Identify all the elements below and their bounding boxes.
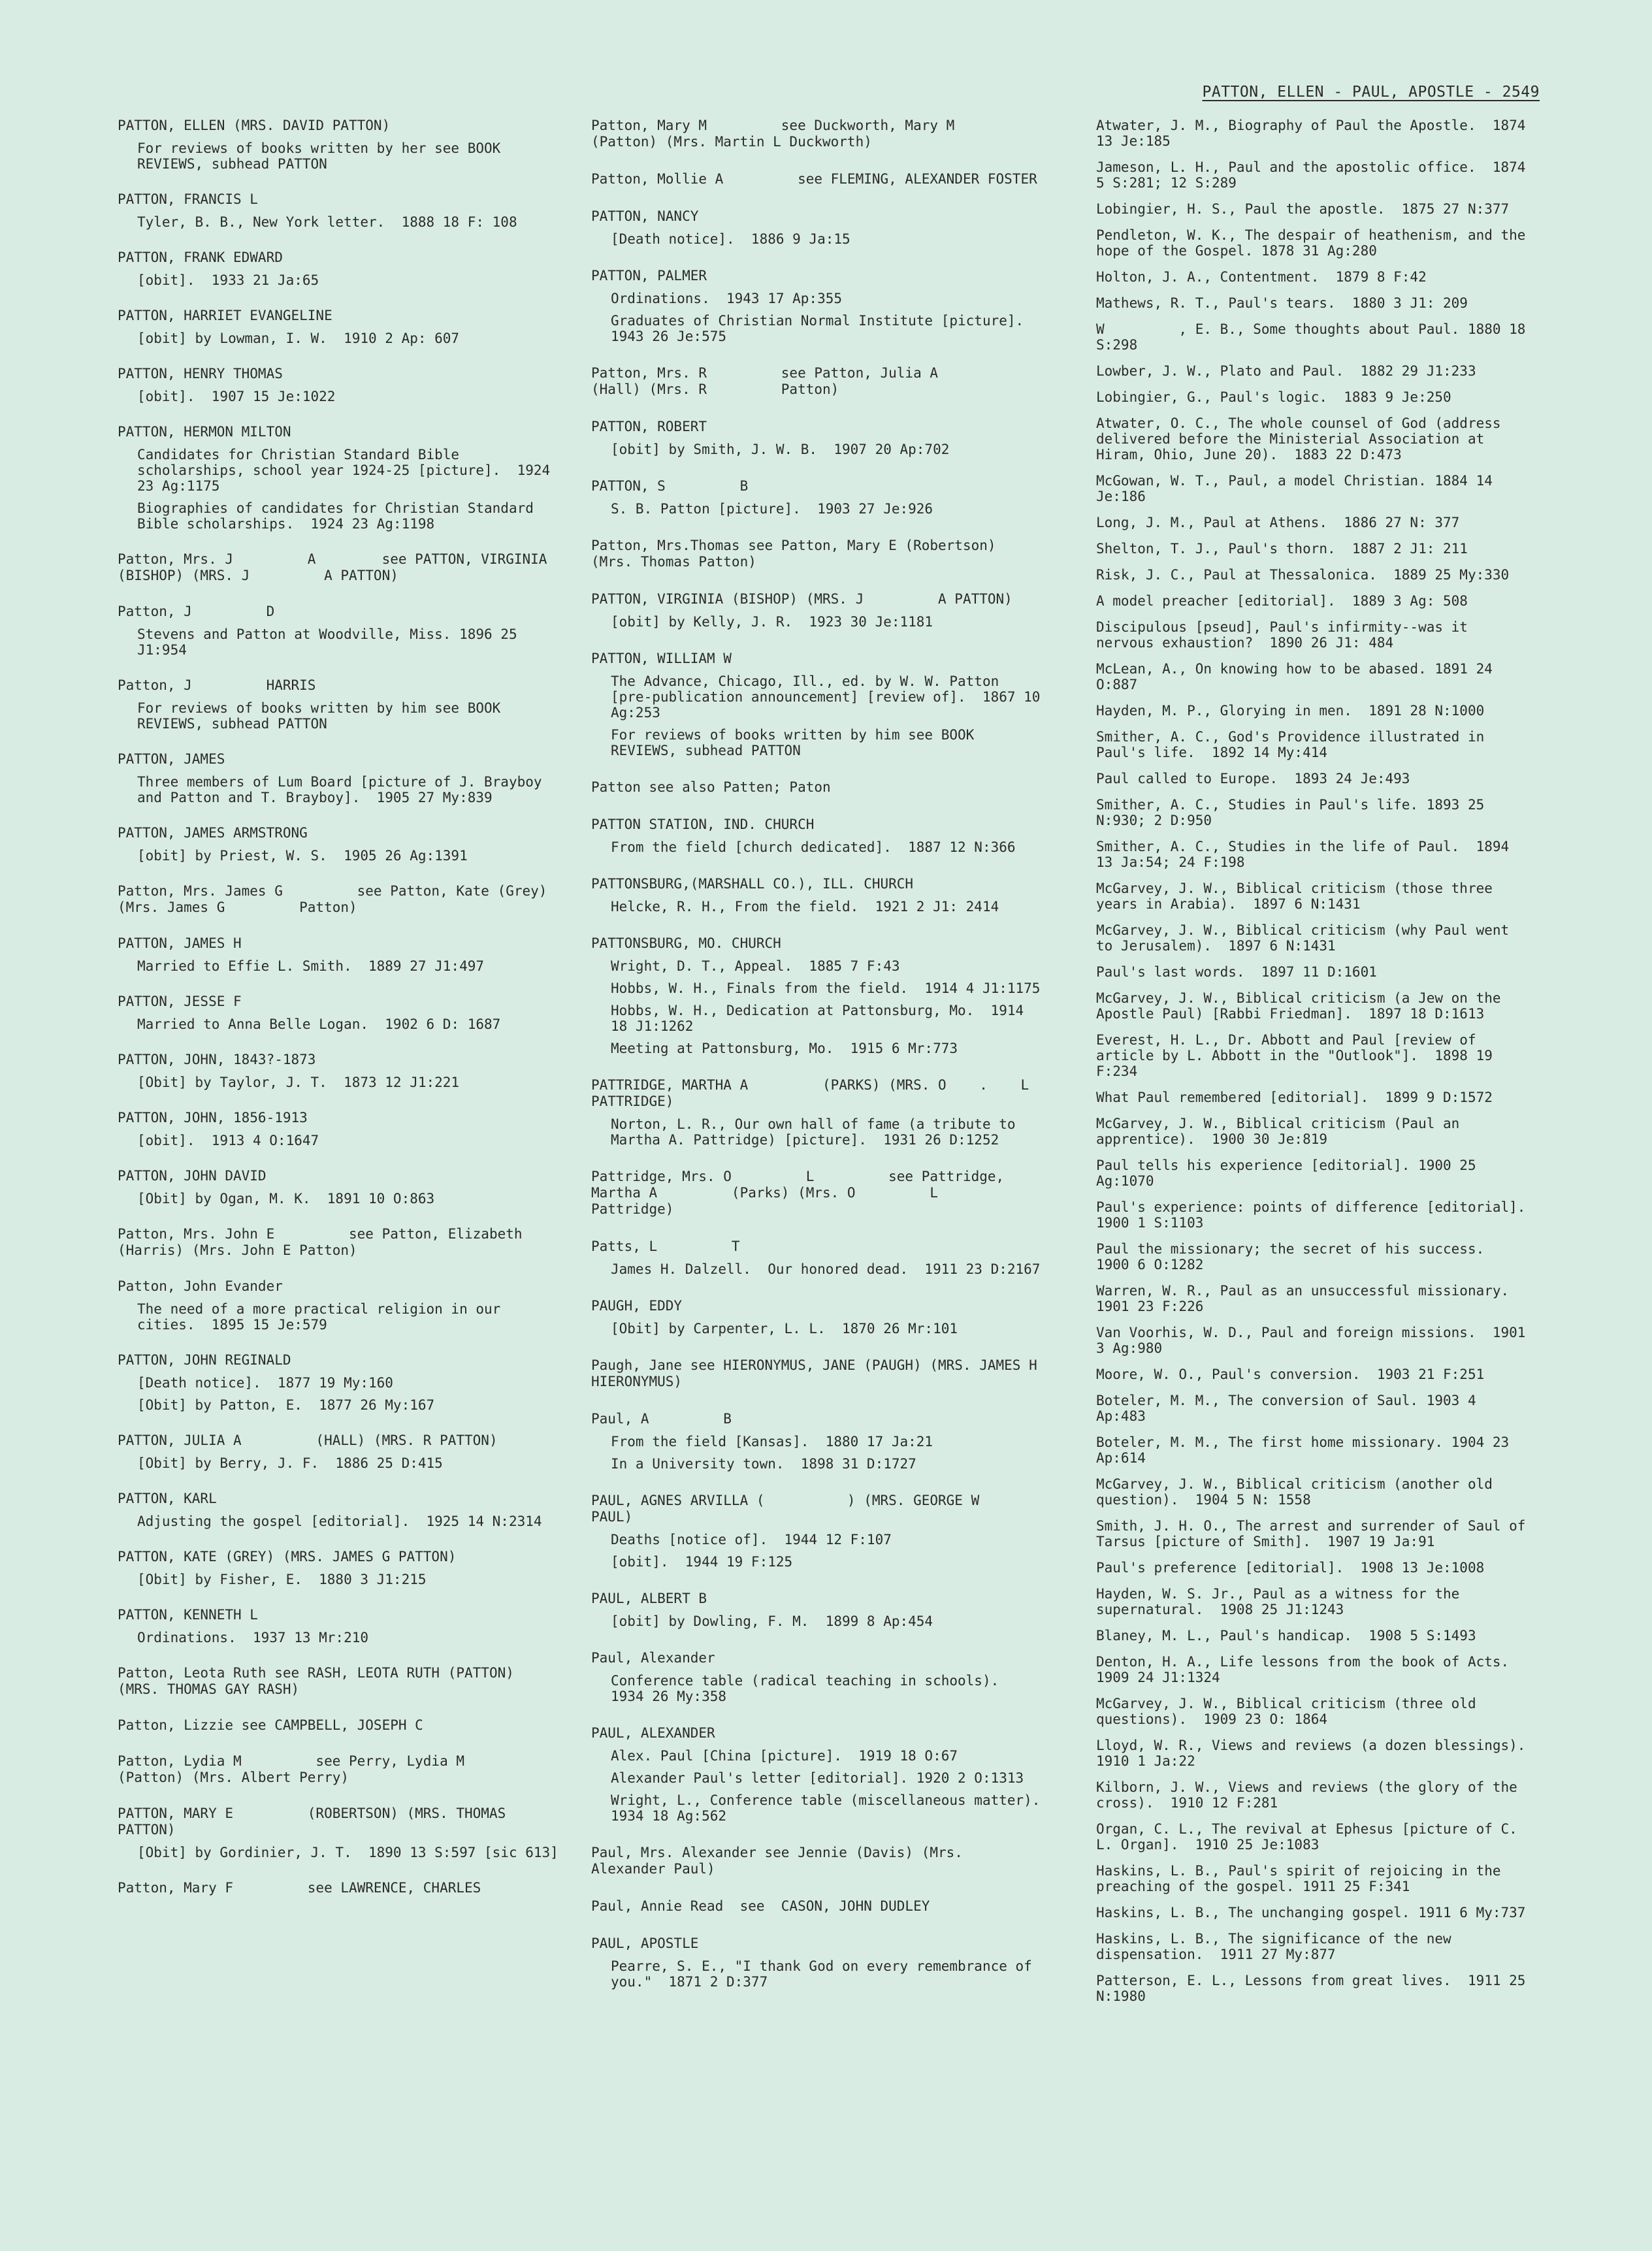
entry-heading: PATTON, MARY E (ROBERTSON) (MRS. THOMAS PATTON) [118,1806,514,1838]
entry-citation: Paul tells his experience [editorial]. 1900 25 Ag:1070 [1096,1158,1485,1189]
entry-citation: Three members of Lum Board [picture of J. Brayboy and Patton and T. Brayboy]. 1905 27 My:839 [137,774,551,805]
index-entry [585,651,1049,758]
index-entry [111,825,562,864]
entry-heading: Patton, Mrs. R see Patton, Julia A (Hall) (Mrs. R Patton) [591,365,1012,397]
entry-citation: Married to Anna Belle Logan. 1902 6 D: 1687 [137,1016,501,1032]
entry-heading: PATTON, JAMES [118,751,225,767]
entry-citation: Tyler, B. B., New York letter. 1888 18 F: 108 [137,214,517,230]
entry-citation: Meeting at Pattonsburg, Mo. 1915 6 Mr:773 [611,1041,958,1056]
index-entry [111,935,562,974]
index-entry [111,751,562,805]
entry-citation: [obit]. 1944 19 F:125 [611,1554,793,1570]
entry-citation: McGarvey, J. W., Biblical criticism (those three years in Arabia). 1897 6 N:1431 [1096,881,1501,912]
column-2 [585,118,1112,2011]
entry-citation: Hobbs, W. H., Dedication at Pattonsburg, Mo. 1914 18 J1:1262 [611,1003,1032,1034]
entry-citation: [obit]. 1933 21 Ja:65 [137,272,319,288]
entry-heading: PATTON, JULIA A (HALL) (MRS. R PATTON) [118,1433,498,1448]
index-entry [111,1607,562,1645]
index-entry [111,1278,562,1333]
index-entry [111,1717,562,1734]
entry-citation: McGarvey, J. W., Biblical criticism (three old questions). 1909 23 O: 1864 [1096,1696,1485,1727]
entry-citation: Van Voorhis, W. D., Paul and foreign missions. 1901 3 Ag:980 [1096,1325,1534,1356]
index-entry [111,118,562,172]
index-entry [111,1110,562,1148]
index-entry [585,1935,1042,1990]
entry-citation: Smith, J. H. O., The arrest and surrender of Saul of Tarsus [picture of Smith]. 1907 19 Ja:91 [1096,1518,1534,1549]
index-entry [111,1052,562,1090]
entry-heading: PAUL, ALBERT B [591,1591,707,1606]
index-entry [585,876,1042,915]
entry-citation: [Obit] by Taylor, J. T. 1873 12 J1:221 [137,1075,460,1090]
index-entry [585,1493,1054,1570]
entry-citation: From the field [church dedicated]. 1887 12 N:366 [611,839,1016,855]
entry-heading: Patton, Mrs.Thomas see Patton, Mary E (Robertson) (Mrs. Thomas Patton) [591,538,1005,570]
entry-citation: Blaney, M. L., Paul's handicap. 1908 5 S:1493 [1096,1628,1476,1644]
entry-citation: Stevens and Patton at Woodville, Miss. 1896 25 J1:954 [137,626,526,658]
entry-heading: PATTON, JESSE F [118,994,242,1009]
index-entry [585,779,1042,796]
column-3 [1077,118,1542,2015]
entry-heading: PATTON, JOHN REGINALD [118,1352,291,1368]
entry-citation: Moore, W. O., Paul's conversion. 1903 21 F:251 [1096,1367,1485,1382]
entry-heading: PATTON, JAMES H [118,935,242,951]
entry-citation: [obit] by Kelly, J. R. 1923 30 Je:1181 [611,614,933,630]
index-entry [111,1806,562,1860]
entry-citation: Hobbs, W. H., Finals from the field. 1914 4 J1:1175 [611,980,1041,996]
entry-citation: Hayden, W. S. Jr., Paul as a witness for the supernatural. 1908 25 J1:1243 [1096,1586,1468,1617]
entry-citation: For reviews of books written by him see BOOK REVIEWS, subhead PATTON [137,700,509,732]
index-entry [111,1549,562,1587]
entry-heading: PATTONSBURG, MO. CHURCH [591,935,781,951]
entry-citation: Ordinations. 1937 13 Mr:210 [137,1630,369,1645]
entry-heading: Patton, Mollie A see FLEMING, ALEXANDER FOSTER [591,171,1037,187]
entry-citation: For reviews of books written by her see BOOK REVIEWS, subhead PATTON [137,140,509,172]
entry-heading: PATTON, VIRGINIA (BISHOP) (MRS. J A PATTON) [591,591,1012,607]
entry-citation: Mathews, R. T., Paul's tears. 1880 3 J1: 209 [1096,295,1468,311]
entry-heading: Patton, Mrs. John E see Patton, Elizabeth (Harris) (Mrs. John E Patton) [118,1226,531,1258]
entry-citation: Ordinations. 1943 17 Ap:355 [611,291,843,306]
entry-heading: Paul, A B [591,1411,732,1427]
entry-citation: Paul's last words. 1897 11 D:1601 [1096,964,1377,980]
entry-citation: Paul's preference [editorial]. 1908 13 Je:1008 [1096,1560,1485,1576]
entry-citation: Atwater, J. M., Biography of Paul the Apostle. 1874 13 Je:185 [1096,118,1534,149]
index-entry [585,419,1042,457]
entry-heading: Patton, Lydia M see Perry, Lydia M (Patton) (Mrs. Albert Perry) [118,1753,539,1785]
index-entry [111,1433,562,1471]
index-entry [585,1411,1042,1472]
entry-citation: Candidates for Christian Standard Bible scholarships, school year 1924-25 [picture]. 1924 23 Ag:1175 [137,447,559,494]
entry-citation: Adjusting the gospel [editorial]. 1925 14 N:2314 [137,1514,542,1529]
entry-citation: [Obit] by Ogan, M. K. 1891 10 O:863 [137,1191,435,1206]
entry-citation: Warren, W. R., Paul as an unsuccessful missionary. 1901 23 F:226 [1096,1283,1526,1314]
entry-heading: PATTON, PALMER [591,268,707,283]
index-entry [585,1845,1042,1877]
index-entry [111,191,562,230]
entry-heading: PATTON, FRANCIS L [118,191,258,207]
entry-heading: PATTON, ELLEN (MRS. DAVID PATTON) [118,118,391,133]
entry-heading: Paugh, Jane see HIERONYMUS, JANE (PAUGH) (MRS. JAMES H HIERONYMUS) [591,1357,1112,1389]
entry-citation: Deaths [notice of]. 1944 12 F:107 [611,1532,892,1547]
index-entry [111,250,562,288]
entry-heading: PATTRIDGE, MARTHA A (PARKS) (MRS. O . L PATTRIDGE) [591,1077,1103,1109]
entry-citation: [obit]. 1913 4 O:1647 [137,1133,319,1148]
index-entry [111,1880,562,1896]
index-entry [585,171,1042,187]
entry-heading: Patton see also Patten; Paton [591,779,831,795]
column-1 [111,118,562,1916]
index-entry [585,268,1042,344]
entry-heading: Patton, Mary M see Duckworth, Mary M (Patton) (Mrs. Martin L Duckworth) [591,118,1029,150]
entry-citation: McGarvey, J. W., Biblical criticism (why Paul went to Jerusalem). 1897 6 N:1431 [1096,922,1517,954]
entry-citation: Patterson, E. L., Lessons from great lives. 1911 25 N:1980 [1096,1973,1534,2004]
entry-citation: Paul's experience: points of difference [editorial]. 1900 1 S:1103 [1096,1199,1542,1231]
entry-heading: PAUL, AGNES ARVILLA ( ) (MRS. GEORGE W PAUL) [591,1493,1054,1525]
entry-heading: PATTON, KATE (GREY) (MRS. JAMES G PATTON) [118,1549,457,1564]
entry-citation: McGarvey, J. W., Biblical criticism (Paul an apprentice). 1900 30 Je:819 [1096,1116,1468,1147]
entry-citation: Lloyd, W. R., Views and reviews (a dozen blessings). 1910 1 Ja:22 [1096,1738,1542,1769]
index-entry [111,551,562,584]
entry-heading: PATTON, S B [591,478,749,494]
entry-citation: Long, J. M., Paul at Athens. 1886 27 N: 377 [1096,515,1460,530]
entry-citation: Kilborn, J. W., Views and reviews (the glory of the cross). 1910 12 F:281 [1096,1779,1526,1811]
entry-citation: [obit]. 1907 15 Je:1022 [137,389,336,404]
entry-citation: [Obit] by Carpenter, L. L. 1870 26 Mr:101 [611,1321,958,1336]
entry-heading: PATTON, HARRIET EVANGELINE [118,308,332,323]
entry-citation: Jameson, L. H., Paul and the apostolic office. 1874 5 S:281; 12 S:289 [1096,159,1534,191]
entry-heading: PATTON, NANCY [591,208,699,224]
entry-heading: PATTON, FRANK EDWARD [118,250,283,265]
entry-citation: Lobingier, G., Paul's logic. 1883 9 Je:250 [1096,389,1451,405]
entry-heading: PATTON, JOHN, 1843?-1873 [118,1052,316,1067]
index-entry [585,478,1042,517]
entry-citation: A model preacher [editorial]. 1889 3 Ag: 508 [1096,593,1468,609]
index-entry [585,1591,1042,1629]
entry-heading: PATTON STATION, IND. CHURCH [591,817,815,832]
entry-citation: The Advance, Chicago, Ill., ed. by W. W. Patton [pre-publication announcement] [review of]. 1867 10 Ag:253 [611,673,1049,721]
entry-heading: PAUL, ALEXANDER [591,1725,715,1741]
entry-citation: Lowber, J. W., Plato and Paul. 1882 29 J1:233 [1096,363,1476,379]
entry-heading: PATTON, KENNETH L [118,1607,258,1623]
entry-citation: [Obit] by Gordinier, J. T. 1890 13 S:597 [sic 613] [137,1845,559,1860]
index-entry [111,1665,562,1698]
entry-citation: Holton, J. A., Contentment. 1879 8 F:42 [1096,269,1427,285]
entry-citation: Smither, A. C., God's Providence illustrated in Paul's life. 1892 14 My:414 [1096,729,1493,760]
entry-heading: Pattridge, Mrs. O L see Pattridge, Martha A (Parks) (Mrs. O L Pattridge) [591,1169,1012,1217]
entry-heading: PATTON, ROBERT [591,419,707,434]
entry-heading: Patton, J HARRIS [118,677,316,693]
entry-citation: Boteler, M. M., The conversion of Saul. 1903 4 Ap:483 [1096,1393,1485,1424]
index-entry [111,1352,562,1413]
entry-heading: Patton, Mrs. James G see Patton, Kate (Grey) (Mrs. James G Patton) [118,883,556,915]
entry-citation: Pearre, S. E., "I thank God on every remembrance of you." 1871 2 D:377 [611,1958,1041,1990]
entry-citation: [obit] by Smith, J. W. B. 1907 20 Ap:702 [611,442,950,457]
entry-citation: Lobingier, H. S., Paul the apostle. 1875 27 N:377 [1096,201,1510,217]
entry-citation: Discipulous [pseud], Paul's infirmity--was it nervous exhaustion? 1890 26 J1: 484 [1096,619,1476,651]
index-entry [585,817,1042,855]
entry-citation: Risk, J. C., Paul at Thessalonica. 1889 25 My:330 [1096,567,1510,583]
entry-citation: Graduates of Christian Normal Institute [picture]. 1943 26 Je:575 [611,313,1041,344]
index-entry [111,1753,562,1786]
entry-citation: Wright, D. T., Appeal. 1885 7 F:43 [611,958,900,974]
entry-heading: Paul, Alexander [591,1650,715,1666]
entry-citation: W , E. B., Some thoughts about Paul. 1880 18 S:298 [1096,321,1534,353]
entry-heading: PAUL, APOSTLE [591,1935,699,1951]
index-entry [585,1169,1042,1218]
entry-citation: Pendleton, W. K., The despair of heathenism, and the hope of the Gospel. 1878 31 Ag:280 [1096,227,1534,259]
entry-citation: The need of a more practical religion in our cities. 1895 15 Je:579 [137,1301,509,1333]
index-entry [585,1725,1057,1824]
entry-heading: PATTONSBURG,(MARSHALL CO.), ILL. CHURCH [591,876,914,892]
entry-citation: Hayden, M. P., Glorying in men. 1891 28 N:1000 [1096,703,1485,719]
entry-heading: PATTON, JOHN DAVID [118,1168,267,1184]
index-entry [585,118,1042,150]
entry-citation: Haskins, L. B., The unchanging gospel. 1911 6 My:737 [1096,1905,1526,1920]
entry-citation: Wright, L., Conference table (miscellaneous matter). 1934 18 Ag:562 [611,1792,1057,1824]
entry-citation: Shelton, T. J., Paul's thorn. 1887 2 J1: 211 [1096,541,1468,557]
entry-citation: Alex. Paul [China [picture]. 1919 18 O:67 [611,1748,958,1764]
entry-citation: Smither, A. C., Studies in the life of Paul. 1894 13 Ja:54; 24 F:198 [1096,839,1517,870]
entry-citation: For reviews of books written by him see BOOK REVIEWS, subhead PATTON [611,727,982,758]
entry-heading: Paul, Annie Read see CASON, JOHN DUDLEY [591,1898,930,1914]
entry-heading: Patton, Lizzie see CAMPBELL, JOSEPH C [118,1717,423,1733]
index-entry [111,424,562,532]
entry-citation: Paul called to Europe. 1893 24 Je:493 [1096,771,1410,786]
entry-heading: Patton, Mary F see LAWRENCE, CHARLES [118,1880,481,1896]
entry-citation: In a University town. 1898 31 D:1727 [611,1456,916,1472]
entry-heading: PATTON, JAMES ARMSTRONG [118,825,308,841]
entry-citation: [obit] by Dowling, F. M. 1899 8 Ap:454 [611,1613,933,1629]
entry-citation: [Death notice]. 1886 9 Ja:15 [611,231,850,247]
index-entry [585,365,1042,398]
entry-citation: [obit] by Lowman, I. W. 1910 2 Ap: 607 [137,331,460,346]
entry-citation: McLean, A., On knowing how to be abased. 1891 24 O:887 [1096,661,1501,692]
entry-citation: Norton, L. R., Our own hall of fame (a tribute to Martha A. Pattridge) [picture]. 1931 26 D:1252 [611,1116,1024,1148]
entry-citation: Everest, H. L., Dr. Abbott and Paul [review of article by L. Abbott in the "Outlook"]. 1898 19 F:234 [1096,1032,1501,1079]
entry-citation: Organ, C. L., The revival at Ephesus [picture of C. L. Organ]. 1910 25 Je:1083 [1096,1821,1526,1853]
entry-heading: Patton, J D [118,604,275,619]
entry-citation: From the field [Kansas]. 1880 17 Ja:21 [611,1434,933,1449]
entry-citation: McGowan, W. T., Paul, a model Christian. 1884 14 Je:186 [1096,473,1501,504]
index-entry [585,591,1042,630]
entry-heading: Patts, L T [591,1239,740,1254]
index-entry [111,677,562,732]
index-entry [111,604,562,658]
index-entry [111,308,562,346]
index-entry [585,1077,1103,1148]
entry-citation: Smither, A. C., Studies in Paul's life. 1893 25 N:930; 2 D:950 [1096,797,1493,828]
entry-heading: PATTON, WILLIAM W [591,651,732,666]
index-entry [111,1226,562,1259]
entry-citation: Alexander Paul's letter [editorial]. 1920 2 O:1313 [611,1770,1024,1786]
index-entry [585,935,1042,1056]
entry-heading: Patton, John Evander [118,1278,283,1294]
index-entry [111,994,562,1032]
entry-citation: [Death notice]. 1877 19 My:160 [137,1375,393,1391]
entry-heading: PAUGH, EDDY [591,1298,683,1314]
index-entry [111,883,562,916]
entry-citation: What Paul remembered [editorial]. 1899 9 D:1572 [1096,1090,1493,1105]
entry-citation: Married to Effie L. Smith. 1889 27 J1:497 [137,958,485,974]
entry-citation: Haskins, L. B., Paul's spirit of rejoicing in the preaching of the gospel. 1911 25 F:341 [1096,1863,1510,1894]
entry-citation: Denton, H. A., Life lessons from the book of Acts. 1909 24 J1:1324 [1096,1654,1526,1685]
entry-citation: McGarvey, J. W., Biblical criticism (another old question). 1904 5 N: 1558 [1096,1476,1501,1508]
entry-heading: PATTON, HERMON MILTON [118,424,291,440]
index-entry [585,1898,1042,1915]
entry-citation: Helcke, R. H., From the field. 1921 2 J1: 2414 [611,899,999,915]
entry-citation: Atwater, O. C., The whole counsel of God (address delivered before the Ministerial Association at Hiram, Ohio, June 20). 1883 22 D:473 [1096,415,1510,462]
index-entry [111,366,562,404]
running-head: PATTON, ELLEN - PAUL, APOSTLE - 2549 [1202,84,1540,101]
index-entry [585,1298,1042,1336]
entry-citation: McGarvey, J. W., Biblical criticism (a Jew on the Apostle Paul) [Rabbi Friedman]. 1897 18 D:1613 [1096,990,1510,1022]
entry-citation: James H. Dalzell. Our honored dead. 1911 23 D:2167 [611,1261,1041,1277]
index-entry [111,1491,562,1529]
entry-citation: Biographies of candidates for Christian Standard Bible scholarships. 1924 23 Ag:1198 [137,500,542,532]
entry-heading: Paul, Mrs. Alexander see Jennie (Davis) (Mrs. Alexander Paul) [591,1845,971,1877]
entry-heading: PATTON, HENRY THOMAS [118,366,283,381]
entry-citation: S. B. Patton [picture]. 1903 27 Je:926 [611,501,933,517]
entry-citation: Paul the missionary; the secret of his success. 1900 6 O:1282 [1096,1241,1501,1272]
index-entry [585,1650,1042,1704]
entry-citation: Conference table (radical teaching in schools). 1934 26 My:358 [611,1673,1016,1704]
index-entry [111,1168,562,1206]
entry-heading: Patton, Mrs. J A see PATTON, VIRGINIA (BISHOP) (MRS. J A PATTON) [118,551,556,583]
index-entry [585,1239,1042,1277]
entry-citation: Boteler, M. M., The first home missionary. 1904 23 Ap:614 [1096,1434,1517,1466]
entry-heading: Patton, Leota Ruth see RASH, LEOTA RUTH (PATTON) (MRS. THOMAS GAY RASH) [118,1665,523,1697]
index-entry [585,538,1042,570]
entry-citation: [Obit] by Berry, J. F. 1886 25 D:415 [137,1455,443,1471]
entry-heading: PATTON, KARL [118,1491,217,1506]
index-entry [585,1357,1112,1390]
entry-citation: Haskins, L. B., The significance of the new dispensation. 1911 27 My:877 [1096,1931,1460,1962]
index-entry [585,208,1042,247]
entry-citation: [Obit] by Patton, E. 1877 26 My:167 [137,1397,435,1413]
entry-heading: PATTON, JOHN, 1856-1913 [118,1110,308,1126]
entry-citation: [Obit] by Fisher, E. 1880 3 J1:215 [137,1572,427,1587]
entry-citation: [obit] by Priest, W. S. 1905 26 Ag:1391 [137,848,468,864]
